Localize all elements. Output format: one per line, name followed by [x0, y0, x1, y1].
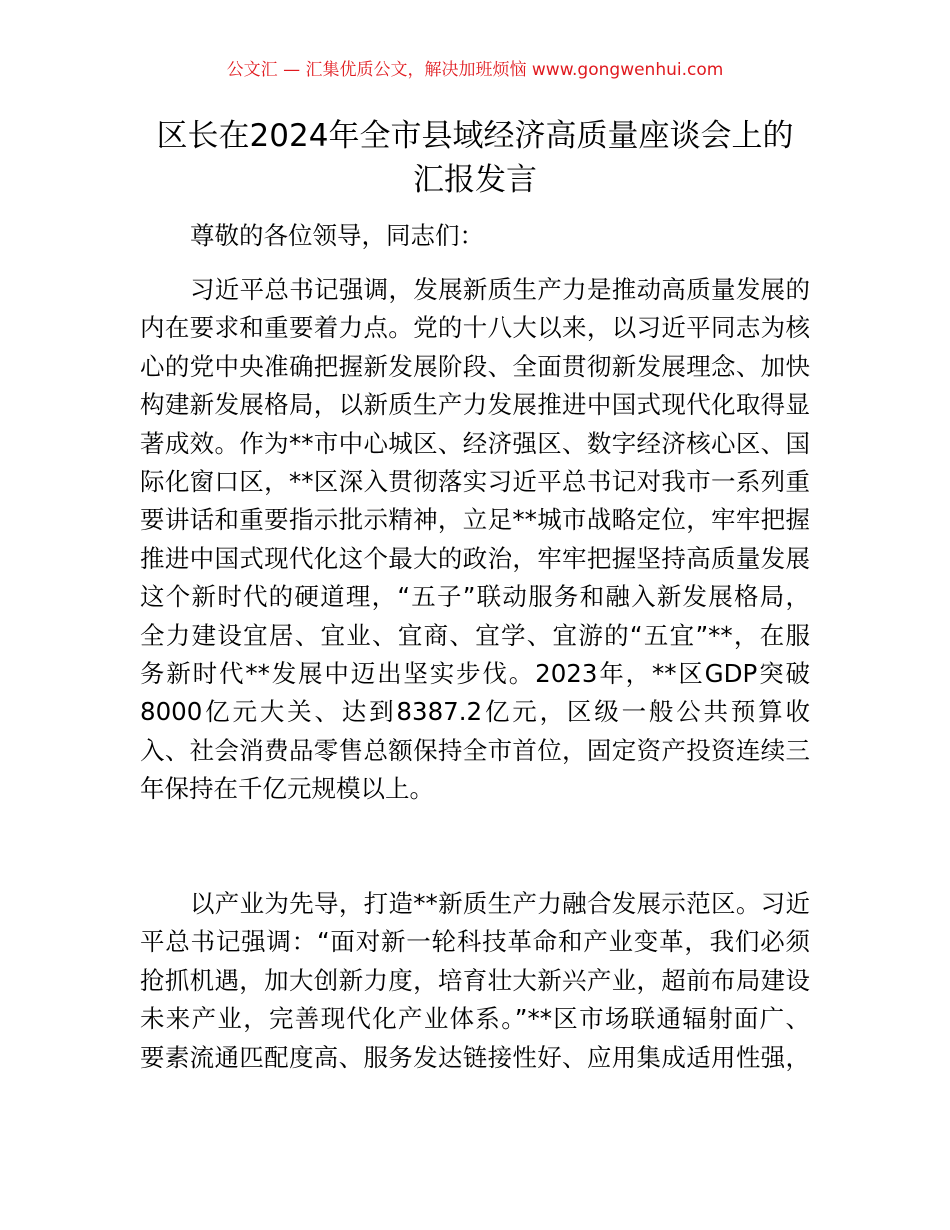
paragraph-line: 习近平总书记强调，发展新质生产力是推动高质量发展的: [190, 275, 810, 304]
paragraph-line: 全力建设宜居、宜业、宜商、宜学、宜游的“五宜”**，在服: [140, 620, 810, 650]
paragraph-line: 著成效。作为**市中心城区、经济强区、数字经济核心区、国: [140, 428, 810, 458]
paragraph-line: 要素流通匹配度高、服务发达链接性好、应用集成适用性强，: [140, 1042, 810, 1072]
paragraph-line: 这个新时代的硬道理，“五子”联动服务和融入新发展格局，: [140, 582, 810, 612]
paragraph-2: [140, 885, 810, 1077]
paragraph-line: 构建新发展格局，以新质生产力发展推进中国式现代化取得显: [140, 390, 810, 420]
title-line-1: 区长在2024年全市县域经济高质量座谈会上的: [156, 118, 794, 154]
paragraph-line: 心的党中央准确把握新发展阶段、全面贯彻新发展理念、加快: [140, 351, 810, 381]
paragraph-1: [140, 271, 810, 808]
paragraph-line: 平总书记强调：“面对新一轮科技革命和产业变革，我们必须: [140, 927, 810, 957]
paragraph-line: 要讲话和重要指示批示精神，立足**城市战略定位，牢牢把握: [140, 505, 810, 535]
paragraph-line: 未来产业，完善现代化产业体系。”**区市场联通辐射面广、: [140, 1004, 810, 1034]
title-line-2: 汇报发言: [413, 162, 537, 198]
paragraph-line: 年保持在千亿元规模以上。: [140, 774, 434, 804]
paragraph-line: 务新时代**发展中迈出坚实步伐。2023年，**区GDP突破: [140, 658, 810, 688]
paragraph-line: 入、社会消费品零售总额保持全市首位，固定资产投资连续三: [140, 735, 810, 765]
greeting: [140, 217, 810, 255]
paragraph-line: 8000亿元大关、达到8387.2亿元，区级一般公共预算收: [140, 697, 810, 727]
paragraph-line: 以产业为先导，打造**新质生产力融合发展示范区。习近: [190, 889, 810, 918]
paragraph-line: 内在要求和重要着力点。党的十八大以来，以习近平同志为核: [140, 313, 810, 343]
paragraph-line: 际化窗口区，**区深入贯彻落实习近平总书记对我市一系列重: [140, 466, 810, 496]
paragraph-line: 抢抓机遇，加大创新力度，培育壮大新兴产业，超前布局建设: [140, 965, 810, 995]
watermark-header: 公文汇 — 汇集优质公文，解决加班烦恼 www.gongwenhui.com: [226, 60, 724, 80]
document-title: [100, 114, 850, 202]
paragraph-line: 推进中国式现代化这个最大的政治，牢牢把握坚持高质量发展: [140, 543, 810, 573]
greeting-text: 尊敬的各位领导，同志们：: [190, 221, 484, 250]
